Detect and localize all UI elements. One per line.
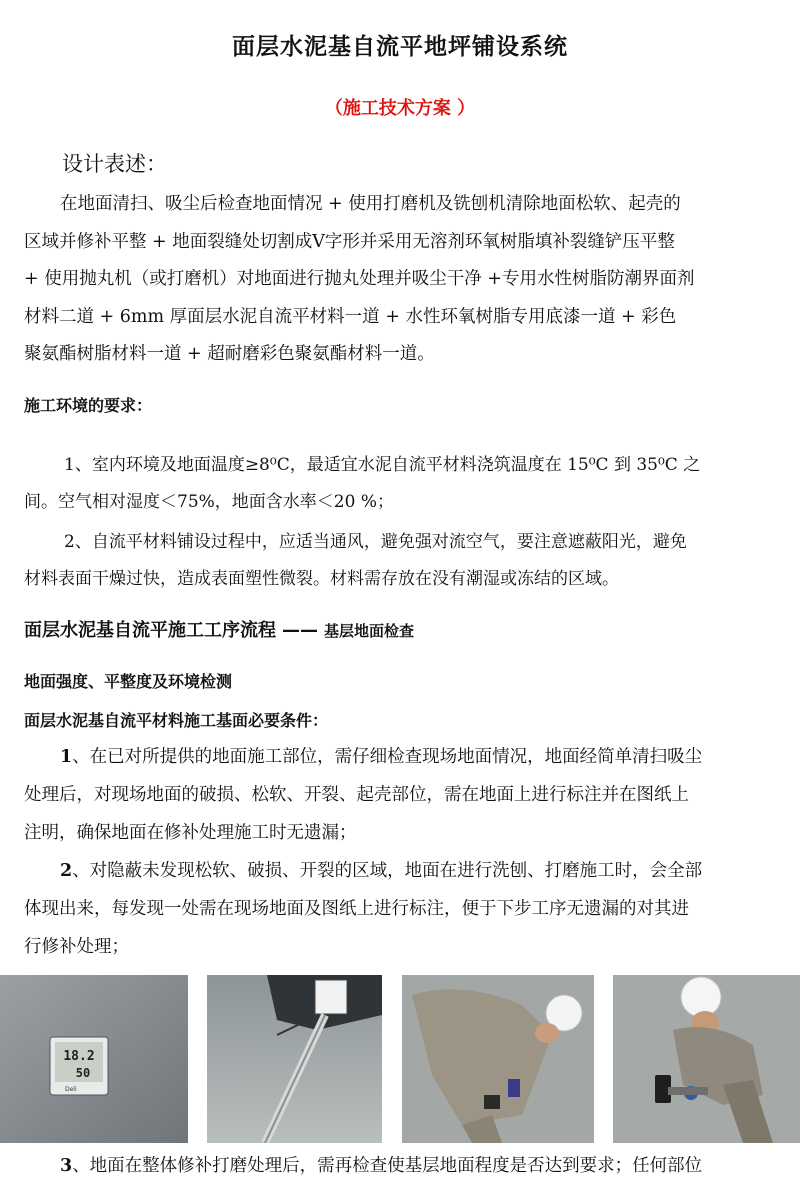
env-item-2-line: 材料表面干燥过快，造成表面塑性微裂。材料需存放在没有潮湿或冻结的区域。 <box>24 569 619 589</box>
condition-1-number: 1 <box>60 747 73 767</box>
condition-2-line: 行修补处理； <box>24 937 129 957</box>
design-line: + 使用抛丸机（或打磨机）对地面进行抛丸处理并吸尘干净 +专用水性树脂防潮界面剂 <box>24 269 695 289</box>
design-line: 区域并修补平整 + 地面裂缝处切割成V字形并采用无溶剂环氧树脂填补裂缝铲压平整 <box>24 231 675 252</box>
condition-2-number: 2 <box>60 861 73 881</box>
design-line: 在地面清扫、吸尘后检查地面情况 + 使用打磨机及铣刨机清除地面松软、起壳的 <box>60 194 681 214</box>
photo-worker-measuring <box>402 975 594 1143</box>
design-line: 聚氨酯树脂材料一道 + 超耐磨彩色聚氨酯材料一道。 <box>24 344 435 364</box>
design-heading: 设计表述： <box>62 152 167 176</box>
conditions-heading: 面层水泥基自流平材料施工基面必要条件： <box>24 711 329 730</box>
photo-level-inspection <box>207 975 382 1143</box>
hygrometer-brand: Deli <box>65 1086 77 1093</box>
env-heading: 施工环境的要求： <box>24 396 153 415</box>
process-heading <box>24 616 414 642</box>
condition-item-3 <box>24 1147 780 1185</box>
condition-2-text: 、对隐蔽未发现松软、破损、开裂的区域，地面在进行洗刨、打磨施工时，会全部 <box>72 861 703 881</box>
condition-3-text: 、地面在整体修补打磨处理后，需再检查使基层地面程度是否达到要求；任何部位 <box>72 1156 703 1176</box>
condition-2-line <box>24 852 780 890</box>
condition-1-text: 、在已对所提供的地面施工部位，需仔细检查现场地面情况，地面经简单清扫吸尘 <box>72 747 703 767</box>
document-subtitle: （施工技术方案 ） <box>324 98 476 119</box>
condition-1-line: 处理后，对现场地面的破损、松软、开裂、起壳部位，需在地面上进行标注并在图纸上 <box>24 785 689 805</box>
condition-item-1 <box>24 738 780 852</box>
photo-hygrometer <box>0 975 188 1143</box>
env-item-1-line: 1、室内环境及地面温度≥8⁰C，最适宜水泥自流平材料浇筑温度在 15⁰C 到 35⁰C 之 <box>64 455 701 475</box>
condition-1-line: 注明，确保地面在修补处理施工时无遗漏； <box>24 823 357 843</box>
design-line: 材料二道 + 6mm 厚面层水泥自流平材料一道 + 水性环氧树脂专用底漆一道 + 彩色 <box>24 306 677 327</box>
document-title: 面层水泥基自流平地坪铺设系统 <box>232 34 568 60</box>
condition-2-line: 体现出来，每发现一处需在现场地面及图纸上进行标注，便于下步工序无遗漏的对其进 <box>24 899 689 919</box>
hygrometer-readout-bottom: 50 <box>75 1066 91 1080</box>
env-item-1 <box>24 447 780 521</box>
condition-item-2 <box>24 852 780 966</box>
design-paragraph <box>24 186 780 374</box>
photo-worker-testing <box>613 975 800 1143</box>
condition-3-number: 3 <box>60 1156 73 1176</box>
hygrometer-readout-top: 18.2 <box>63 1049 95 1064</box>
condition-3-line <box>24 1147 780 1185</box>
process-heading-dash: —— <box>282 620 318 641</box>
env-item-2 <box>24 524 780 598</box>
process-heading-main: 面层水泥基自流平施工工序流程 <box>24 620 276 641</box>
process-heading-sub: 基层地面检查 <box>324 622 415 640</box>
env-item-1-line: 间。空气相对湿度＜75%，地面含水率＜20 %； <box>24 492 394 512</box>
strength-heading: 地面强度、平整度及环境检测 <box>24 672 233 691</box>
condition-1-line <box>24 738 780 776</box>
env-item-2-line: 2、自流平材料铺设过程中，应适当通风，避免强对流空气，要注意遮蔽阳光，避免 <box>64 532 687 552</box>
